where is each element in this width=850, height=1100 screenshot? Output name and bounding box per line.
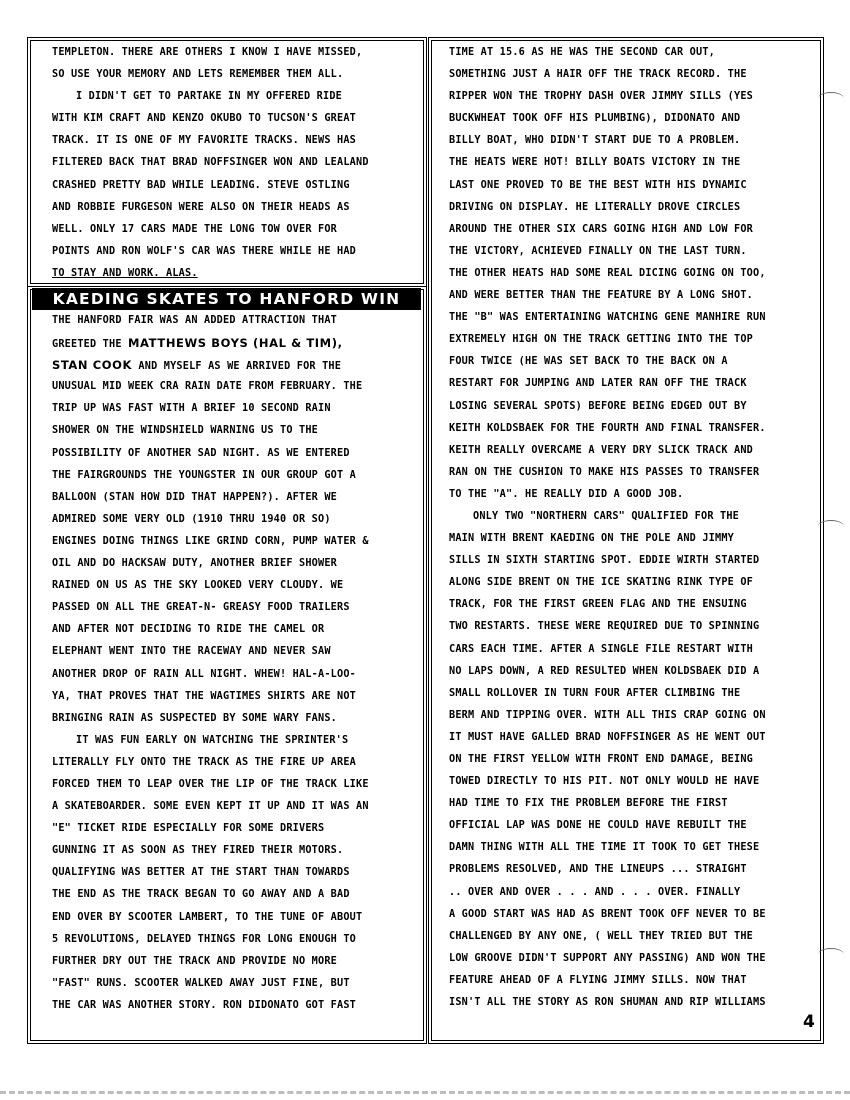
text-line: RIPPER WON THE TROPHY DASH OVER JIMMY SILLS (YES [449, 91, 754, 103]
text-line: DRIVING ON DISPLAY. HE LITERALLY DROVE CIRCLES [449, 201, 741, 213]
text-line: TIME AT 15.6 AS HE WAS THE SECOND CAR OUT, [449, 47, 716, 58]
text-line [52, 332, 369, 354]
page-number: 4 [803, 1012, 815, 1032]
text-line: BUCKWHEAT TOOK OFF HIS PLUMBING), DIDONATO AND [449, 113, 741, 125]
text-line: QUALIFYING WAS BETTER AT THE START THAN TOWARDS [52, 867, 350, 879]
text-fragment: AND MYSELF AS WE ARRIVED FOR THE [138, 361, 342, 373]
text-line: AND AFTER NOT DECIDING TO RIDE THE CAMEL OR [52, 624, 325, 636]
text-line: BILLY BOAT, WHO DIDN'T START DUE TO A PROBLEM. [449, 135, 741, 147]
text-line: THE CAR WAS ANOTHER STORY. RON DIDONATO GOT FAST [52, 999, 357, 1011]
text-line: FORCED THEM TO LEAP OVER THE LIP OF THE TRACK LIKE [52, 778, 369, 790]
text-line: TEMPLETON. THERE ARE OTHERS I KNOW I HAVE MISSED, [52, 47, 363, 58]
text-line: THE OTHER HEATS HAD SOME REAL DICING GOING ON TOO, [449, 267, 766, 279]
text-line: FEATURE AHEAD OF A FLYING JIMMY SILLS. NOW THAT [449, 974, 747, 986]
text-line: ISN'T ALL THE STORY AS RON SHUMAN AND RIP WILLIAMS [449, 997, 766, 1009]
text-line: IT MUST HAVE GALLED BRAD NOFFSINGER AS HE WENT OUT [449, 731, 766, 743]
text-line: TRIP UP WAS FAST WITH A BRIEF 10 SECOND RAIN [52, 403, 331, 415]
text-line: WITH KIM CRAFT AND KENZO OKUBO TO TUCSON'S GREAT [52, 113, 357, 125]
text-line: LOW GROOVE DIDN'T SUPPORT ANY PASSING) AND WON THE [449, 952, 766, 964]
text-line [52, 354, 369, 376]
text-line: .. OVER AND OVER . . . AND . . . OVER. FINALLY [449, 886, 741, 898]
text-line: EXTREMELY HIGH ON THE TRACK GETTING INTO THE TOP [449, 334, 754, 346]
text-line: BALLOON (STAN HOW DID THAT HAPPEN?). AFTER WE [52, 491, 338, 503]
margin-mark [818, 520, 844, 533]
left-top-text [52, 42, 369, 285]
text-line: SHOWER ON THE WINDSHIELD WARNING US TO THE [52, 425, 319, 437]
text-line: CARS EACH TIME. AFTER A SINGLE FILE RESTART WITH [449, 643, 754, 655]
name-bold: STAN COOK [52, 358, 133, 373]
text-line: BRINGING RAIN AS SUSPECTED BY SOME WARY FANS. [52, 712, 338, 724]
text-line: THE "B" WAS ENTERTAINING WATCHING GENE MANHIRE RUN [449, 312, 766, 324]
text-line: END OVER BY SCOOTER LAMBERT, TO THE TUNE OF ABOUT [52, 911, 363, 923]
text-line: LOSING SEVERAL SPOTS) BEFORE BEING EDGED OUT BY [449, 400, 747, 412]
text-line: NO LAPS DOWN, A RED RESULTED WHEN KOLDSBAEK DID A [449, 665, 760, 677]
text-line: FILTERED BACK THAT BRAD NOFFSINGER WON AND LEALAND [52, 157, 369, 169]
text-line: ADMIRED SOME VERY OLD (1910 THRU 1940 OR SO) [52, 513, 331, 525]
text-line: 5 REVOLUTIONS, DELAYED THINGS FOR LONG ENOUGH TO [52, 933, 357, 945]
text-line: PROBLEMS RESOLVED, AND THE LINEUPS ... STRAIGHT [449, 864, 747, 876]
text-line: ONLY TWO "NORTHERN CARS" QUALIFIED FOR THE [473, 510, 740, 522]
text-line: UNUSUAL MID WEEK CRA RAIN DATE FROM FEBRUARY. THE [52, 381, 363, 393]
text-line: SOMETHING JUST A HAIR OFF THE TRACK RECORD. THE [449, 69, 747, 81]
text-line: TRACK, FOR THE FIRST GREEN FLAG AND THE ENSUING [449, 599, 747, 611]
text-line: RAINED ON US AS THE SKY LOOKED VERY CLOUDY. WE [52, 580, 344, 592]
bottom-scan-line [0, 1091, 850, 1094]
text-line: DAMN THING WITH ALL THE TIME IT TOOK TO GET THESE [449, 842, 760, 854]
text-line: LAST ONE PROVED TO BE THE BEST WITH HIS DYNAMIC [449, 179, 747, 191]
text-line: AND ROBBIE FURGESON WERE ALSO ON THEIR HEADS AS [52, 201, 350, 213]
text-line: ELEPHANT WENT INTO THE RACEWAY AND NEVER SAW [52, 646, 331, 658]
text-line: POINTS AND RON WOLF'S CAR WAS THERE WHILE HE HAD [52, 245, 357, 257]
text-line: ANOTHER DROP OF RAIN ALL NIGHT. WHEW! HAL-A-LOO- [52, 668, 357, 680]
margin-mark [818, 948, 844, 961]
text-line: IT WAS FUN EARLY ON WATCHING THE SPRINTER'S [76, 734, 349, 746]
text-line: THE FAIRGROUNDS THE YOUNGSTER IN OUR GROUP GOT A [52, 469, 357, 481]
margin-mark [818, 92, 844, 105]
text-line: PASSED ON ALL THE GREAT-N- GREASY FOOD TRAILERS [52, 602, 350, 614]
article-headline: KAEDING SKATES TO HANFORD WIN [32, 288, 421, 310]
right-column-text [449, 42, 766, 1014]
text-line: SO USE YOUR MEMORY AND LETS REMEMBER THEM ALL. [52, 69, 344, 81]
text-line: CRASHED PRETTY BAD WHILE LEADING. STEVE OSTLING [52, 179, 350, 191]
text-line: ON THE FIRST YELLOW WITH FRONT END DAMAGE, BEING [449, 754, 754, 765]
text-line: AROUND THE OTHER SIX CARS GOING HIGH AND LOW FOR [449, 223, 754, 235]
text-line: ALONG SIDE BRENT ON THE ICE SKATING RINK TYPE OF [449, 577, 754, 589]
text-line: OIL AND DO HACKSAW DUTY, ANOTHER BRIEF SHOWER [52, 558, 338, 570]
text-line: FURTHER DRY OUT THE TRACK AND PROVIDE NO MORE [52, 955, 338, 967]
text-line: HAD TIME TO FIX THE PROBLEM BEFORE THE FIRST [449, 798, 728, 810]
text-line: A SKATEBOARDER. SOME EVEN KEPT IT UP AND IT WAS AN [52, 801, 369, 813]
text-line: "E" TICKET RIDE ESPECIALLY FOR SOME DRIVERS [52, 823, 325, 835]
text-line: FOUR TWICE (HE WAS SET BACK TO THE BACK ON A [449, 356, 728, 368]
text-line: I DIDN'T GET TO PARTAKE IN MY OFFERED RIDE [76, 91, 343, 103]
text-line: SILLS IN SIXTH STARTING SPOT. EDDIE WIRTH STARTED [449, 555, 760, 567]
text-line: TWO RESTARTS. THESE WERE REQUIRED DUE TO SPINNING [449, 621, 760, 633]
text-line: RAN ON THE CUSHION TO MAKE HIS PASSES TO TRANSFER [449, 466, 760, 478]
text-line: SMALL ROLLOVER IN TURN FOUR AFTER CLIMBING THE [449, 687, 741, 699]
text-line: BERM AND TIPPING OVER. WITH ALL THIS CRAP GOING ON [449, 709, 766, 721]
text-line: WELL. ONLY 17 CARS MADE THE LONG TOW OVER FOR [52, 223, 338, 235]
text-line: TRACK. IT IS ONE OF MY FAVORITE TRACKS. NEWS HAS [52, 135, 357, 147]
left-bottom-text [52, 310, 369, 1017]
text-line: ENGINES DOING THINGS LIKE GRIND CORN, PUMP WATER & [52, 535, 369, 547]
text-line: CHALLENGED BY ANY ONE, ( WELL THEY TRIED BUT THE [449, 930, 754, 942]
text-line: THE HANFORD FAIR WAS AN ADDED ATTRACTION THAT [52, 315, 338, 326]
text-fragment: GREETED THE [52, 339, 122, 351]
text-line: LITERALLY FLY ONTO THE TRACK AS THE FIRE UP AREA [52, 756, 357, 768]
text-line: A GOOD START WAS HAD AS BRENT TOOK OFF NEVER TO BE [449, 908, 766, 920]
text-line: KEITH KOLDSBAEK FOR THE FOURTH AND FINAL TRANSFER. [449, 422, 766, 434]
text-line: AND WERE BETTER THAN THE FEATURE BY A LONG SHOT. [449, 290, 754, 302]
text-line: TO THE "A". HE REALLY DID A GOOD JOB. [449, 488, 684, 500]
text-line: TOWED DIRECTLY TO HIS PIT. NOT ONLY WOULD HE HAVE [449, 776, 760, 788]
text-line: OFFICIAL LAP WAS DONE HE COULD HAVE REBUILT THE [449, 820, 747, 832]
text-line: GUNNING IT AS SOON AS THEY FIRED THEIR MOTORS. [52, 845, 344, 857]
text-line: THE VICTORY, ACHIEVED FINALLY ON THE LAST TURN. [449, 245, 747, 257]
text-line: THE END AS THE TRACK BEGAN TO GO AWAY AND A BAD [52, 889, 350, 901]
text-line: RESTART FOR JUMPING AND LATER RAN OFF THE TRACK [449, 378, 747, 390]
text-line: POSSIBILITY OF ANOTHER SAD NIGHT. AS WE ENTERED [52, 447, 350, 459]
text-line: TO STAY AND WORK. ALAS. [52, 267, 198, 279]
names-bold: MATTHEWS BOYS (HAL & TIM), [128, 336, 343, 351]
text-line: YA, THAT PROVES THAT THE WAGTIMES SHIRTS ARE NOT [52, 690, 357, 702]
text-line: KEITH REALLY OVERCAME A VERY DRY SLICK TRACK AND [449, 444, 754, 456]
text-line: "FAST" RUNS. SCOOTER WALKED AWAY JUST FINE, BUT [52, 977, 350, 989]
text-line: THE HEATS WERE HOT! BILLY BOATS VICTORY IN THE [449, 157, 741, 169]
text-line: MAIN WITH BRENT KAEDING ON THE POLE AND JIMMY [449, 533, 735, 545]
